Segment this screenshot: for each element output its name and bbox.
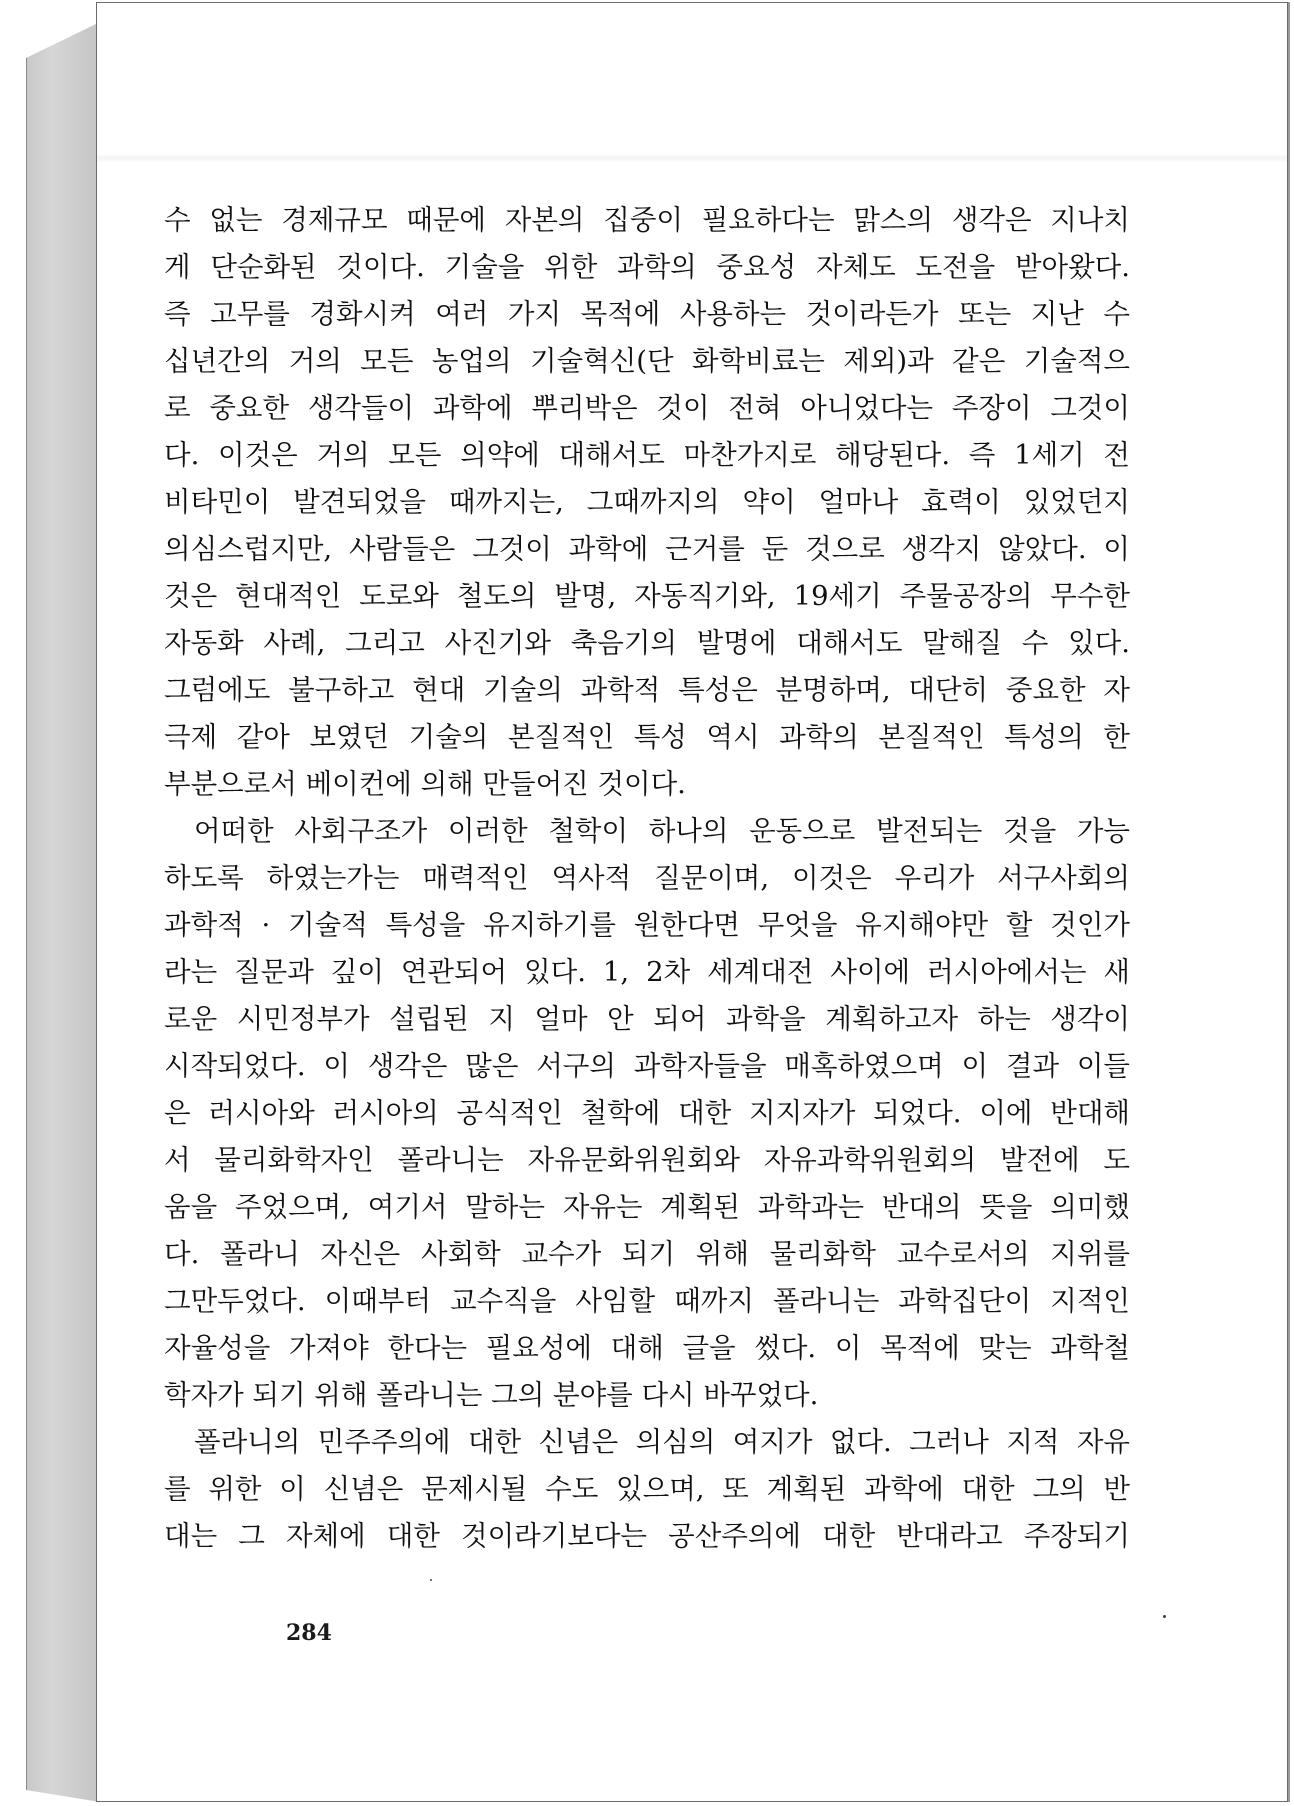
text-line: 폴라니의 민주주의에 대한 신념은 의심의 여지가 없다. 그러나 지적 자유 xyxy=(194,1426,1130,1458)
text-line: 과학적 · 기술적 특성을 유지하기를 원한다면 무엇을 유지해야만 할 것인가 xyxy=(164,909,1130,941)
text-line: 극제 같아 보였던 기술의 본질적인 특성 역시 과학의 본질적인 특성의 한 xyxy=(164,721,1130,753)
text-line: 것은 현대적인 도로와 철도의 발명, 자동직기와, 19세기 주물공장의 무수한 xyxy=(164,580,1130,612)
text-line: 를 위한 이 신념은 문제시될 수도 있으며, 또 계획된 과학에 대한 그의 반 xyxy=(164,1473,1130,1505)
text-line: 라는 질문과 깊이 연관되어 있다. 1, 2차 세계대전 사이에 러시아에서는 새 xyxy=(164,956,1130,988)
text-line: 게 단순화된 것이다. 기술을 위한 과학의 중요성 자체도 도전을 받아왔다. xyxy=(164,251,1130,283)
text-line: 다. 폴라니 자신은 사회학 교수가 되기 위해 물리화학 교수로서의 지위를 xyxy=(164,1238,1130,1270)
text-line: 움을 주었으며, 여기서 말하는 자유는 계획된 과학과는 반대의 뜻을 의미했 xyxy=(164,1191,1130,1223)
text-line: 대는 그 자체에 대한 것이라기보다는 공산주의에 대한 반대라고 주장되기 xyxy=(164,1520,1130,1552)
book-spine xyxy=(26,22,100,1802)
text-line: 즉 고무를 경화시켜 여러 가지 목적에 사용하는 것이라든가 또는 지난 수 xyxy=(164,298,1130,330)
text-line: 은 러시아와 러시아의 공식적인 철학에 대한 지지자가 되었다. 이에 반대해 xyxy=(164,1097,1130,1129)
text-line: 수 없는 경제규모 때문에 자본의 집중이 필요하다는 맑스의 생각은 지나치 xyxy=(164,204,1130,236)
scan-shadow-strip xyxy=(97,153,1287,163)
text-line: 학자가 되기 위해 폴라니는 그의 분야를 다시 바꾸었다. xyxy=(164,1379,819,1411)
text-line: 비타민이 발견되었을 때까지는, 그때까지의 약이 얼마나 효력이 있었던지 xyxy=(164,486,1130,518)
text-line: 자동화 사례, 그리고 사진기와 축음기의 발명에 대해서도 말해질 수 있다. xyxy=(164,627,1130,659)
text-line: 로운 시민정부가 설립된 지 얼마 안 되어 과학을 계획하고자 하는 생각이 xyxy=(164,1003,1130,1035)
text-line: 의심스럽지만, 사람들은 그것이 과학에 근거를 둔 것으로 생각지 않았다. 이 xyxy=(164,533,1130,565)
text-line: 부분으로서 베이컨에 의해 만들어진 것이다. xyxy=(164,768,686,800)
text-line: 자율성을 가져야 한다는 필요성에 대해 글을 썼다. 이 목적에 맞는 과학철 xyxy=(164,1332,1130,1364)
text-line: 다. 이것은 거의 모든 의약에 대해서도 마찬가지로 해당된다. 즉 1세기 전 xyxy=(164,439,1130,471)
body-text xyxy=(164,197,1130,1560)
text-line: 로 중요한 생각들이 과학에 뿌리박은 것이 전혀 아니었다는 주장이 그것이 xyxy=(164,392,1130,424)
page-number: 284 xyxy=(286,1620,332,1646)
text-line: 시작되었다. 이 생각은 많은 서구의 과학자들을 매혹하였으며 이 결과 이들 xyxy=(164,1050,1130,1082)
scan-speck xyxy=(1163,1615,1166,1618)
text-line: 십년간의 거의 모든 농업의 기술혁신(단 화학비료는 제외)과 같은 기술적으 xyxy=(164,345,1130,377)
text-line: 그럼에도 불구하고 현대 기술의 과학적 특성은 분명하며, 대단히 중요한 자 xyxy=(164,674,1130,706)
text-line: 서 물리화학자인 폴라니는 자유문화위원회와 자유과학위원회의 발전에 도 xyxy=(164,1144,1130,1176)
text-line: 어떠한 사회구조가 이러한 철학이 하나의 운동으로 발전되는 것을 가능 xyxy=(194,815,1130,847)
text-line: 하도록 하였는가는 매력적인 역사적 질문이며, 이것은 우리가 서구사회의 xyxy=(164,862,1130,894)
text-line: 그만두었다. 이때부터 교수직을 사임할 때까지 폴라니는 과학집단이 지적인 xyxy=(164,1285,1130,1317)
scan-speck xyxy=(430,1579,432,1581)
